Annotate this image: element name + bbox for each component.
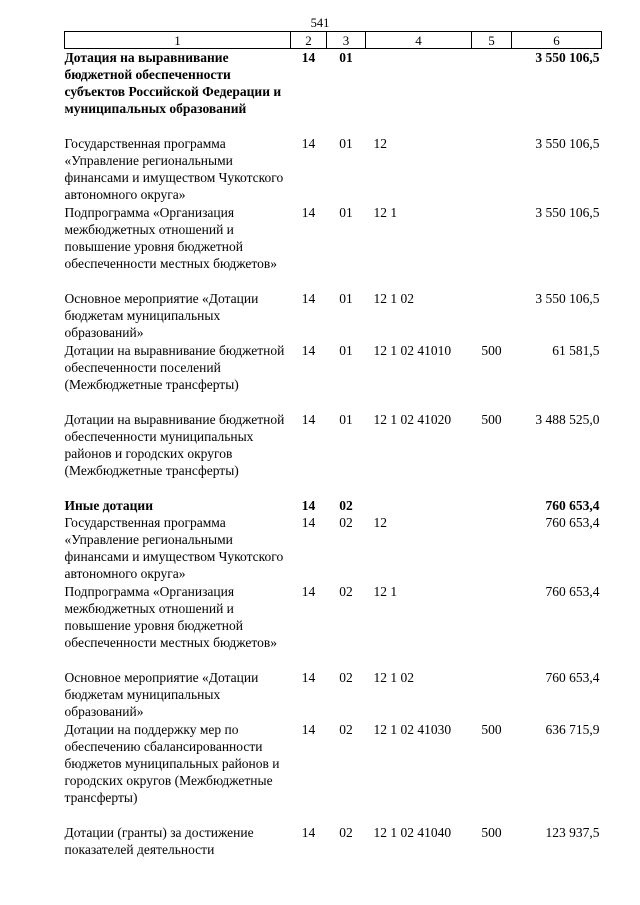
table-row <box>65 204 602 290</box>
page-number: 541 <box>310 16 330 30</box>
header-col-subsection: 3 <box>327 32 366 49</box>
row-subsection: 02 <box>339 583 353 599</box>
row-target-article: 12 1 <box>373 583 398 599</box>
row-section: 14 <box>301 50 316 65</box>
row-section: 14 <box>301 824 316 840</box>
row-target-article: 12 1 <box>373 204 398 220</box>
row-section: 14 <box>301 583 316 599</box>
row-section: 14 <box>301 721 316 737</box>
row-subsection: 01 <box>339 135 353 151</box>
table-row <box>65 669 602 721</box>
row-name: Основное мероприятие «Дотации бюджетам муниципальных образований» <box>64 290 259 340</box>
row-section: 14 <box>301 135 316 151</box>
row-subsection: 02 <box>339 824 353 840</box>
table-row <box>65 583 602 669</box>
row-name: Дотации (гранты) за достижение показателей деятельности <box>64 824 254 857</box>
row-subsection: 01 <box>339 342 353 358</box>
row-target-article: 12 1 02 <box>373 290 414 306</box>
row-amount: 760 653,4 <box>545 514 600 530</box>
table-row <box>65 135 602 204</box>
row-expense-type: 500 <box>481 824 502 840</box>
row-name: Дотации на выравнивание бюджетной обеспеченности муниципальных районов и городских округов (Межбюджетные трансферты) <box>64 411 285 478</box>
row-amount: 3 550 106,5 <box>535 135 600 151</box>
row-section: 14 <box>301 411 316 427</box>
row-section: 14 <box>301 514 316 530</box>
header-col-section: 2 <box>291 32 327 49</box>
row-name: Государственная программа «Управление региональными финансами и имуществом Чукотского автономного округа» <box>64 135 284 202</box>
row-subsection: 01 <box>339 50 353 65</box>
row-target-article <box>366 49 472 135</box>
row-expense-type: 500 <box>481 721 502 737</box>
row-expense-type: 500 <box>481 411 502 427</box>
row-expense-type <box>472 514 512 583</box>
row-subsection: 01 <box>339 290 353 306</box>
row-amount: 3 550 106,5 <box>535 50 600 65</box>
row-name: Основное мероприятие «Дотации бюджетам муниципальных образований» <box>64 669 259 719</box>
row-section: 14 <box>301 290 316 306</box>
table-row <box>65 49 602 135</box>
row-amount: 760 653,4 <box>545 497 600 513</box>
row-target-article: 12 1 02 41010 <box>373 342 452 358</box>
row-amount: 760 653,4 <box>545 669 600 685</box>
row-amount: 3 488 525,0 <box>535 411 600 427</box>
row-expense-type <box>472 583 512 669</box>
row-expense-type <box>472 204 512 290</box>
row-target-article <box>366 497 472 514</box>
row-name: Подпрограмма «Организация межбюджетных отношений и повышение уровня бюджетной обеспеченности местных бюджетов» <box>64 204 278 271</box>
table-body <box>65 49 602 859</box>
row-name: Дотации на выравнивание бюджетной обеспеченности поселений (Межбюджетные трансферты) <box>64 342 285 392</box>
table-row <box>65 497 602 514</box>
row-subsection: 01 <box>339 204 353 220</box>
row-amount: 760 653,4 <box>545 583 600 599</box>
header-col-amount: 6 <box>512 32 602 49</box>
row-amount: 636 715,9 <box>545 721 600 737</box>
row-expense-type <box>472 49 512 135</box>
row-amount: 123 937,5 <box>545 824 600 840</box>
table-row <box>65 824 602 859</box>
table-row <box>65 721 602 824</box>
row-amount: 3 550 106,5 <box>535 204 600 220</box>
row-section: 14 <box>301 204 316 220</box>
row-subsection: 02 <box>339 721 353 737</box>
row-subsection: 02 <box>339 497 353 513</box>
budget-table <box>64 31 602 859</box>
row-section: 14 <box>301 342 316 358</box>
row-name: Подпрограмма «Организация межбюджетных отношений и повышение уровня бюджетной обеспеченности местных бюджетов» <box>64 583 278 650</box>
row-section: 14 <box>301 497 316 513</box>
row-name: Дотация на выравнивание бюджетной обеспеченности субъектов Российской Федерации и муниципальных образований <box>64 50 282 116</box>
row-subsection: 02 <box>339 669 353 685</box>
row-expense-type <box>472 669 512 721</box>
table-header <box>65 32 602 49</box>
header-row <box>65 32 602 49</box>
row-expense-type: 500 <box>481 342 502 358</box>
row-name: Государственная программа «Управление региональными финансами и имуществом Чукотского автономного округа» <box>64 514 284 581</box>
row-amount: 61 581,5 <box>552 342 600 358</box>
row-name: Дотации на поддержку мер по обеспечению сбалансированности бюджетов муниципальных районов и городских округов (Межбюджетные трансферты) <box>64 721 280 805</box>
row-section: 14 <box>301 669 316 685</box>
header-col-name: 1 <box>65 32 291 49</box>
row-target-article: 12 1 02 41040 <box>373 824 452 840</box>
row-target-article: 12 1 02 41020 <box>373 411 452 427</box>
row-expense-type <box>472 135 512 204</box>
row-expense-type <box>472 290 512 342</box>
row-expense-type <box>472 497 512 514</box>
row-target-article: 12 1 02 41030 <box>373 721 452 737</box>
row-subsection: 02 <box>339 514 353 530</box>
table-row <box>65 290 602 342</box>
row-amount: 3 550 106,5 <box>535 290 600 306</box>
table-row <box>65 514 602 583</box>
row-name: Иные дотации <box>64 497 153 513</box>
header-col-target-article: 4 <box>366 32 472 49</box>
row-target-article: 12 <box>373 135 387 151</box>
table-row <box>65 411 602 497</box>
row-subsection: 01 <box>339 411 353 427</box>
header-col-expense-type: 5 <box>472 32 512 49</box>
row-target-article: 12 1 02 <box>373 669 414 685</box>
row-target-article: 12 <box>373 514 387 530</box>
table-row <box>65 342 602 411</box>
